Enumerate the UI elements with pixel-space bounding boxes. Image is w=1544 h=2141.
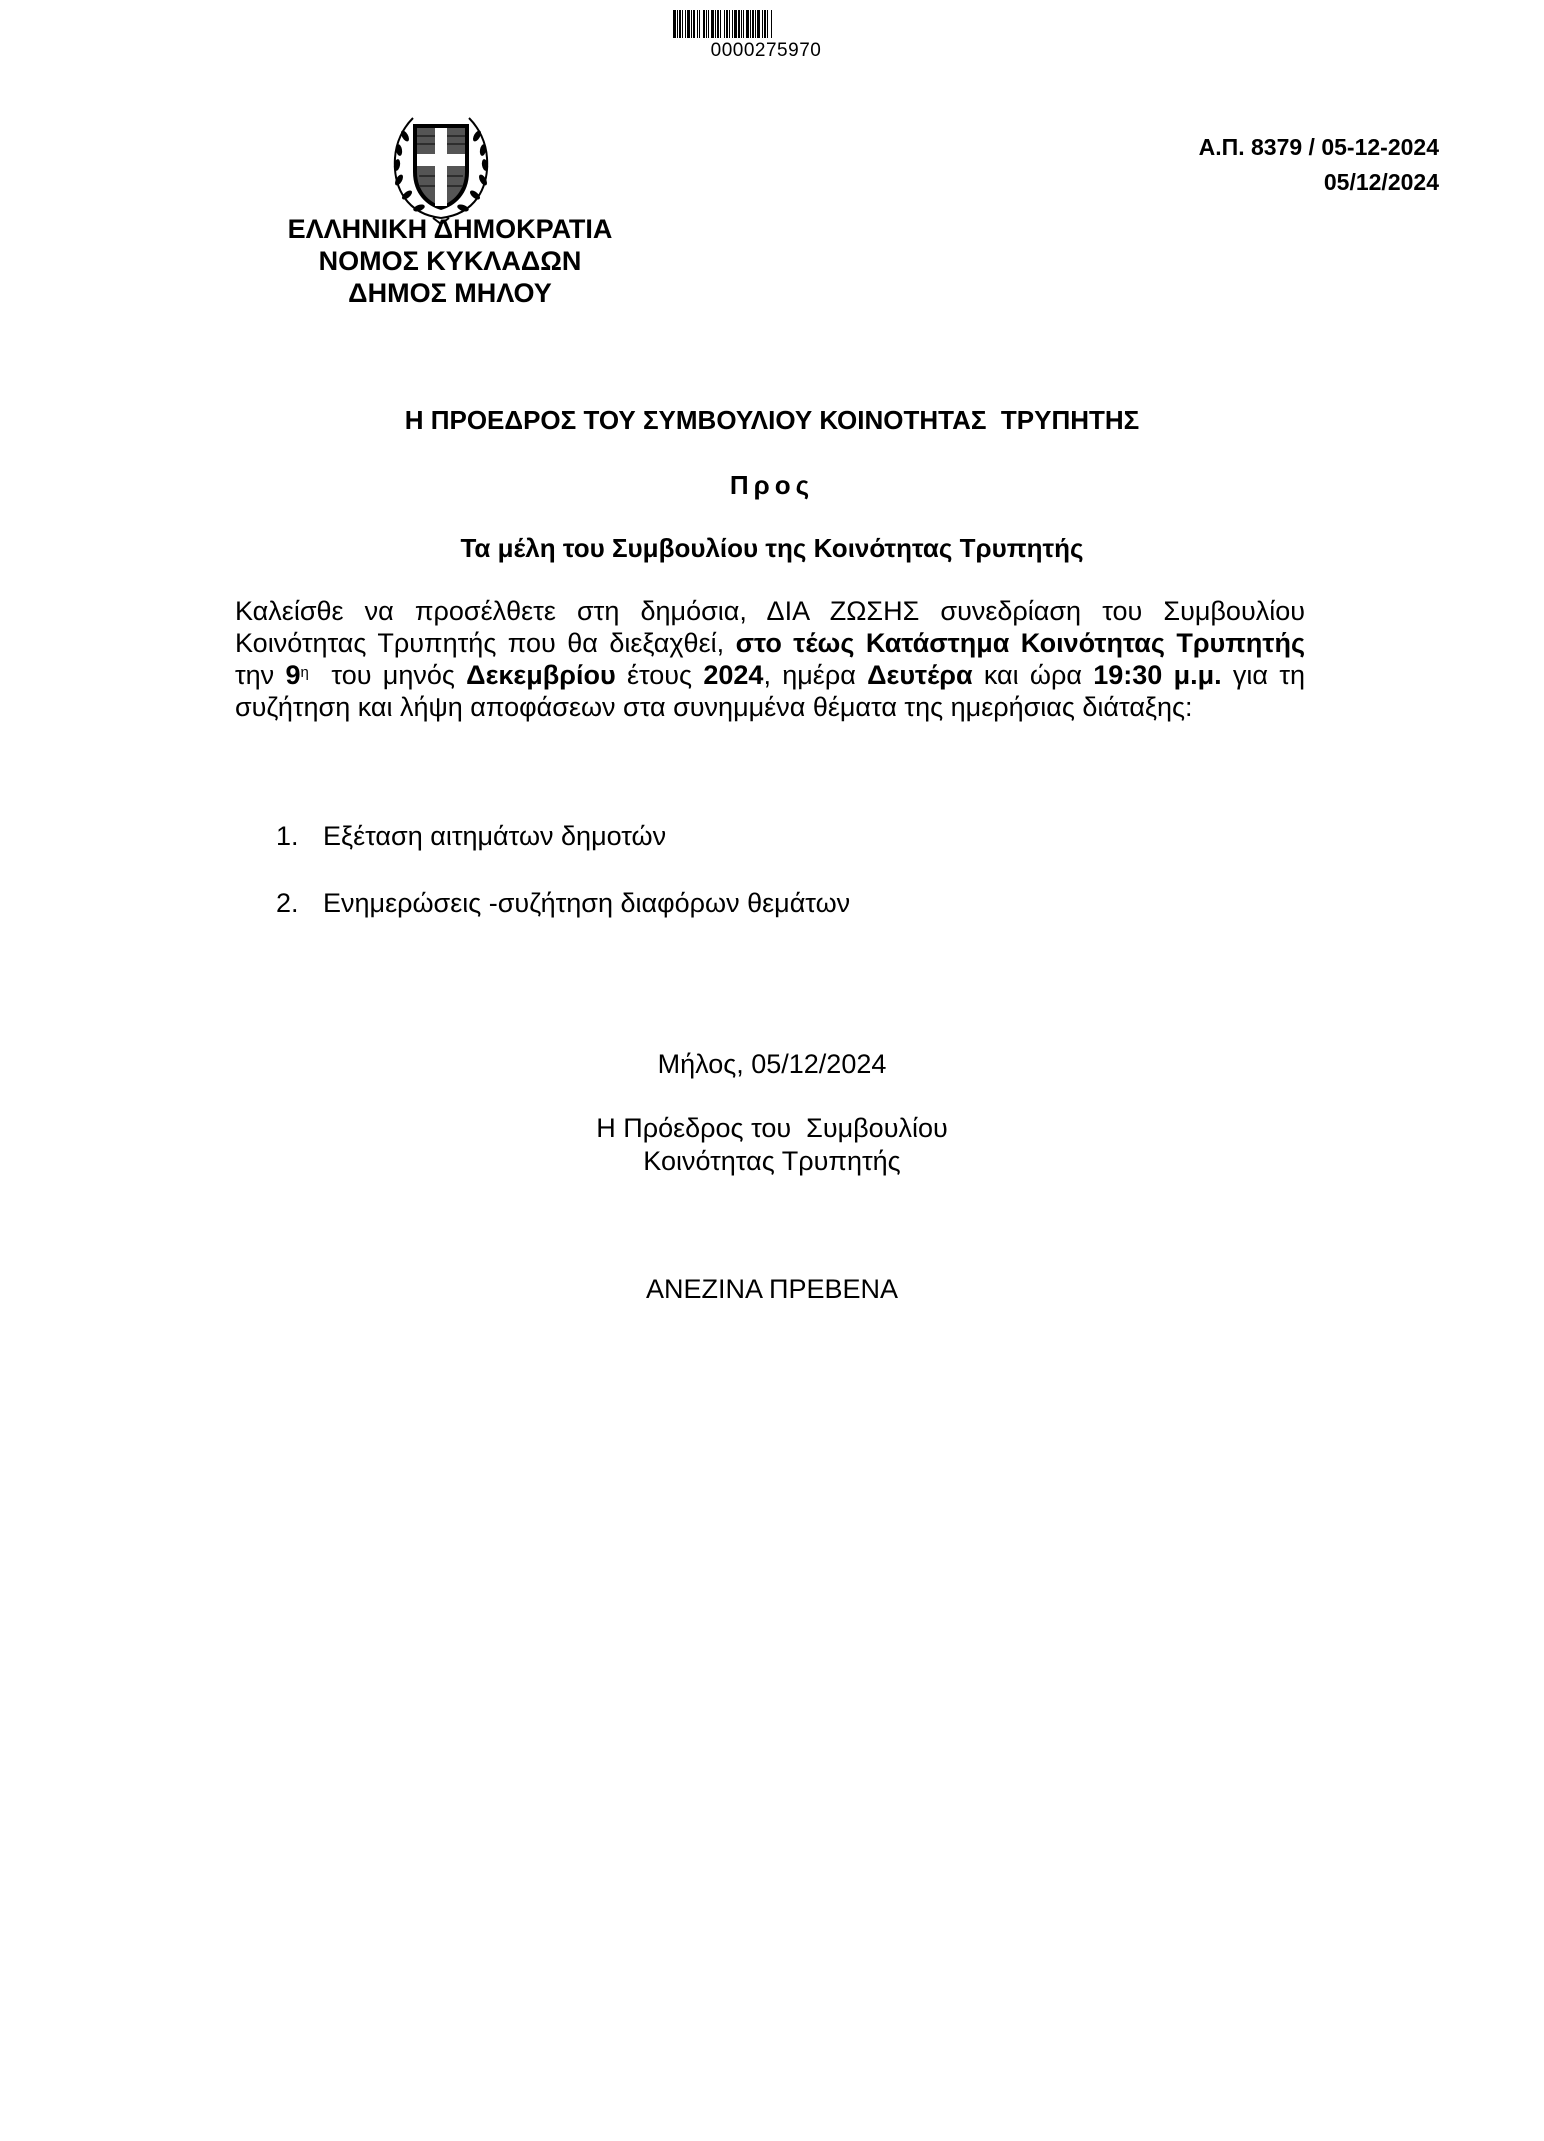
agenda-item xyxy=(276,887,1076,919)
body-time: 19:30 μ.μ. xyxy=(1093,660,1222,690)
protocol-number: Α.Π. 8379 / 05-12-2024 xyxy=(1198,134,1439,160)
body-day-suffix: η xyxy=(300,664,309,681)
body-text-5: , ημέρα xyxy=(763,660,868,690)
signature-place-date: Μήλος, 05/12/2024 xyxy=(657,1049,887,1079)
body-location: στο τέως Κατάστημα Κοινότητας Τρυπητής xyxy=(735,628,1306,658)
to-label: Προς xyxy=(729,470,815,500)
agenda-item xyxy=(276,820,1076,852)
signature-name: ΑΝΕΖΙΝΑ ΠΡΕΒΕΝΑ xyxy=(645,1274,899,1304)
recipients-line: Τα μέλη του Συμβουλίου της Κοινότητας Τρυπητής xyxy=(460,533,1084,563)
body-weekday: Δευτέρα xyxy=(867,660,973,690)
header-municipality: ΔΗΜΟΣ ΜΗΛΟΥ xyxy=(348,278,552,308)
header-prefecture: ΝΟΜΟΣ ΚΥΚΛΑΔΩΝ xyxy=(318,246,582,276)
invitation-paragraph xyxy=(235,595,1313,723)
signature-role-line-1: Η Πρόεδρος του Συμβουλίου xyxy=(596,1113,948,1143)
body-text-7: για τη συζήτηση και λήψη αποφάσεων στα συνημμένα θέματα της ημερήσιας διάταξης: xyxy=(235,660,1305,722)
body-text-4: έτους xyxy=(615,660,704,690)
protocol-block xyxy=(1199,130,1439,200)
body-year: 2024 xyxy=(703,660,764,690)
agenda-item-number: 1. xyxy=(276,821,299,851)
header-country: ΕΛΛΗΝΙΚΗ ΔΗΜΟΚΡΑΤΙΑ xyxy=(287,214,613,244)
agenda-item-number: 2. xyxy=(276,888,299,918)
barcode-icon xyxy=(671,10,861,38)
issuer-header xyxy=(250,213,650,309)
greek-emblem-icon xyxy=(389,110,493,226)
body-text-2: την xyxy=(235,628,1313,690)
body-month: Δεκεμβρίου xyxy=(466,660,616,690)
body-day-number: 9 xyxy=(285,660,301,690)
document-title: Η ΠΡΟΕΔΡΟΣ ΤΟΥ ΣΥΜΒΟΥΛΙΟΥ ΚΟΙΝΟΤΗΤΑΣ ΤΡΥΠΗΤΗΣ xyxy=(404,405,1140,435)
agenda-item-text: Εξέταση αιτημάτων δημοτών xyxy=(323,821,667,851)
body-text-1: Καλείσθε να προσέλθετε στη δημόσια, ΔΙΑ ΖΩΣΗΣ συνεδρίαση του Συμβουλίου Κοινότητας Τρυπητής που θα διεξαχθεί, xyxy=(235,596,1305,658)
signature-role-line-2: Κοινότητας Τρυπητής xyxy=(643,1146,901,1176)
barcode-number: 0000275970 xyxy=(710,40,822,61)
agenda-item-text: Ενημερώσεις -συζήτηση διαφόρων θεμάτων xyxy=(323,888,851,918)
body-text-6: και ώρα xyxy=(972,660,1094,690)
body-text-3: του μηνός xyxy=(308,660,467,690)
barcode-block xyxy=(666,10,866,62)
protocol-date: 05/12/2024 xyxy=(1323,169,1439,195)
